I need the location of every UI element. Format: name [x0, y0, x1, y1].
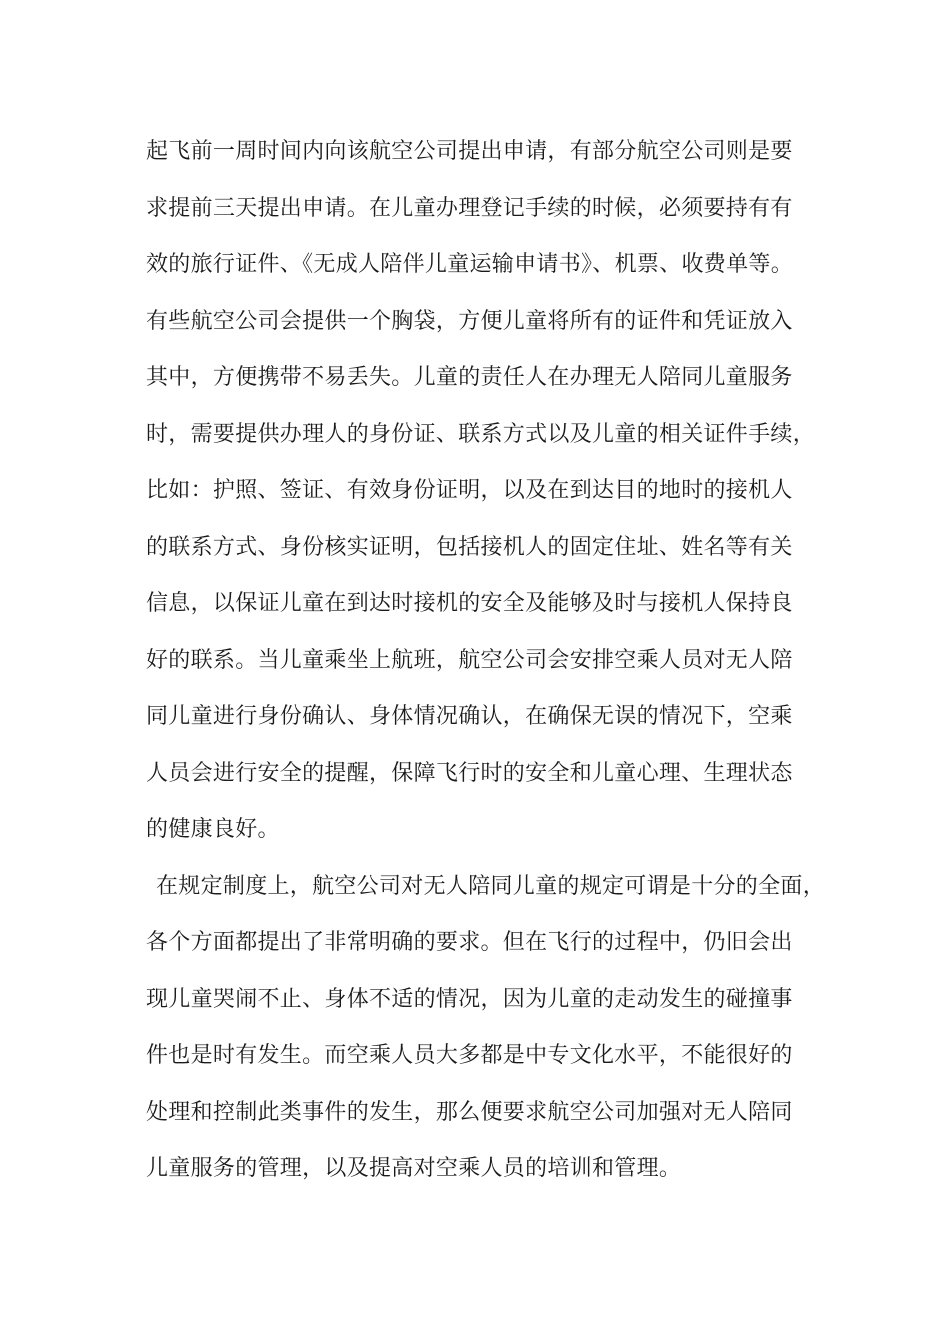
text-line: 信息，以保证儿童在到达时接机的安全及能够及时与接机人保持良 [146, 591, 793, 616]
text-line: 其中，方便携带不易丢失。儿童的责任人在办理无人陪同儿童服务 [146, 365, 793, 390]
text-line: 处理和控制此类事件的发生，那么便要求航空公司加强对无人陪同 [146, 1099, 793, 1125]
text-line: 同儿童进行身份确认、身体情况确认，在确保无误的情况下，空乘 [146, 704, 793, 729]
text-line: 件也是时有发生。而空乘人员大多都是中专文化水平，不能很好的 [146, 1043, 793, 1068]
text-line: 起飞前一周时间内向该航空公司提出申请，有部分航空公司则是要 [146, 139, 793, 164]
text-line: 效的旅行证件、《无成人陪伴儿童运输申请书》、机票、收费单等。 [146, 252, 794, 277]
paragraph-1 [146, 130, 826, 865]
text-line: 时，需要提供办理人的身份证、联系方式以及儿童的相关证件手续， [146, 421, 816, 447]
text-line: 各个方面都提出了非常明确的要求。但在飞行的过程中，仍旧会出 [146, 930, 793, 955]
text-line: 儿童服务的管理，以及提高对空乘人员的培训和管理。 [146, 1156, 682, 1181]
text-line: 的联系方式、身份核实证明，包括接机人的固定住址、姓名等有关 [146, 534, 793, 560]
text-line: 在规定制度上，航空公司对无人陪同儿童的规定可谓是十分的全面， [156, 873, 826, 899]
text-line: 比如：护照、签证、有效身份证明，以及在到达目的地时的接机人 [146, 478, 793, 503]
text-line: 现儿童哭闹不止、身体不适的情况，因为儿童的走动发生的碰撞事 [146, 986, 793, 1012]
text-line: 好的联系。当儿童乘坐上航班，航空公司会安排空乘人员对无人陪 [146, 647, 793, 673]
document-body [146, 130, 826, 1204]
text-line: 的健康良好。 [146, 817, 280, 842]
text-line: 人员会进行安全的提醒，保障飞行时的安全和儿童心理、生理状态 [146, 760, 793, 786]
text-line: 求提前三天提出申请。在儿童办理登记手续的时候，必须要持有有 [146, 195, 793, 221]
text-line: 有些航空公司会提供一个胸袋，方便儿童将所有的证件和凭证放入 [146, 308, 793, 334]
paragraph-2 [146, 865, 826, 1204]
